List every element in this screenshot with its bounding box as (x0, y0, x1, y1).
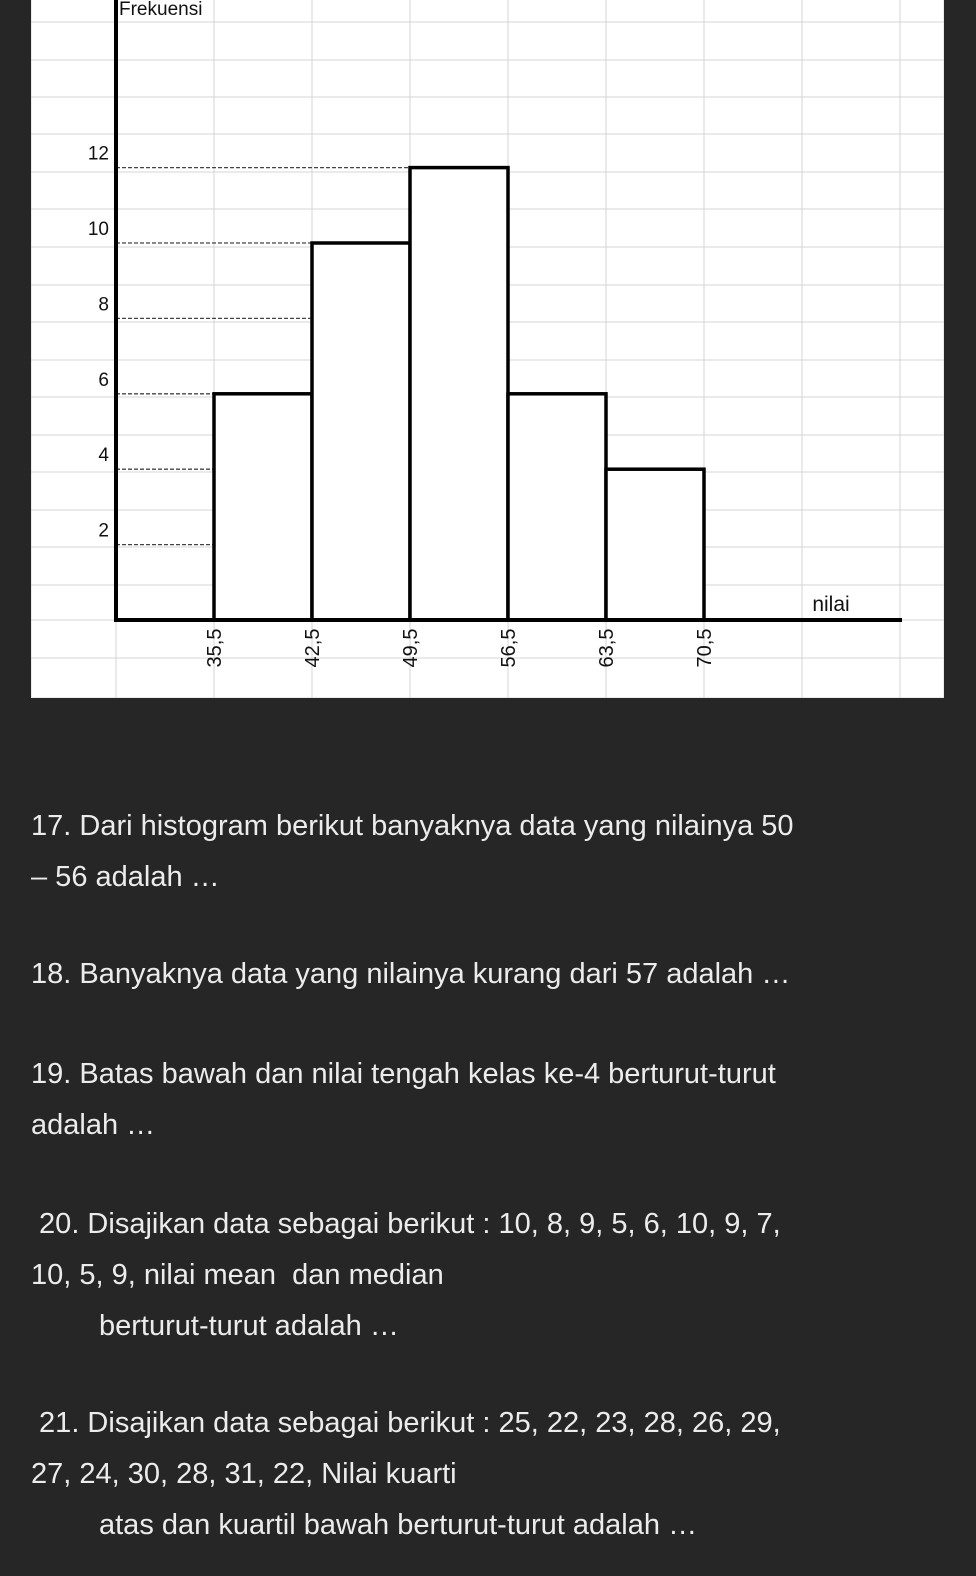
question-19-line1: 19. Batas bawah dan nilai tengah kelas ke-4 berturut-turut (31, 1058, 776, 1090)
y-tick-label: 10 (87, 219, 109, 240)
question-18-line1: 18. Banyaknya data yang nilainya kurang dari 57 adalah … (31, 958, 791, 990)
y-tick-label: 12 (87, 143, 109, 165)
question-19 (31, 1049, 951, 1151)
histogram-bar (606, 469, 704, 620)
question-21 (31, 1398, 951, 1551)
y-tick-label: 2 (98, 520, 109, 542)
y-tick-label: 8 (98, 294, 109, 316)
histogram-bar (508, 394, 606, 620)
histogram-bar (214, 394, 312, 620)
x-tick-label: 35,5 (204, 628, 226, 668)
y-tick-label: 4 (98, 445, 109, 467)
question-19-line2: adalah … (31, 1109, 156, 1141)
y-tick-label: 6 (98, 369, 109, 391)
histogram-svg (31, 0, 944, 698)
question-20-line2: 10, 5, 9, nilai mean dan median (31, 1259, 444, 1291)
question-20-line1: 20. Disajikan data sebagai berikut : 10, 8, 9, 5, 6, 10, 9, 7, (31, 1208, 781, 1240)
x-axis-title: nilai (812, 593, 850, 616)
question-20 (31, 1199, 951, 1352)
x-tick-label: 56,5 (498, 628, 520, 668)
question-17-line2: – 56 adalah … (31, 861, 220, 893)
x-tick-label: 70,5 (694, 628, 716, 668)
y-axis-title: Frekuensi (119, 0, 203, 20)
bars (214, 168, 704, 620)
x-tick-label: 49,5 (400, 628, 422, 668)
question-18 (31, 949, 951, 1000)
x-tick-label: 42,5 (302, 628, 324, 668)
question-21-line1: 21. Disajikan data sebagai berikut : 25, 22, 23, 28, 26, 29, (31, 1407, 781, 1439)
question-17 (31, 801, 951, 903)
histogram-bar (312, 243, 410, 620)
question-21-line3: atas dan kuartil bawah berturut-turut adalah … (99, 1509, 698, 1541)
question-21-line2: 27, 24, 30, 28, 31, 22, Nilai kuarti (31, 1458, 457, 1490)
question-17-line1: 17. Dari histogram berikut banyaknya data yang nilainya 50 (31, 810, 794, 842)
histogram-bar (410, 168, 508, 620)
x-tick-label: 63,5 (596, 628, 618, 668)
histogram-chart (31, 0, 944, 698)
question-20-line3: berturut-turut adalah … (99, 1310, 399, 1342)
